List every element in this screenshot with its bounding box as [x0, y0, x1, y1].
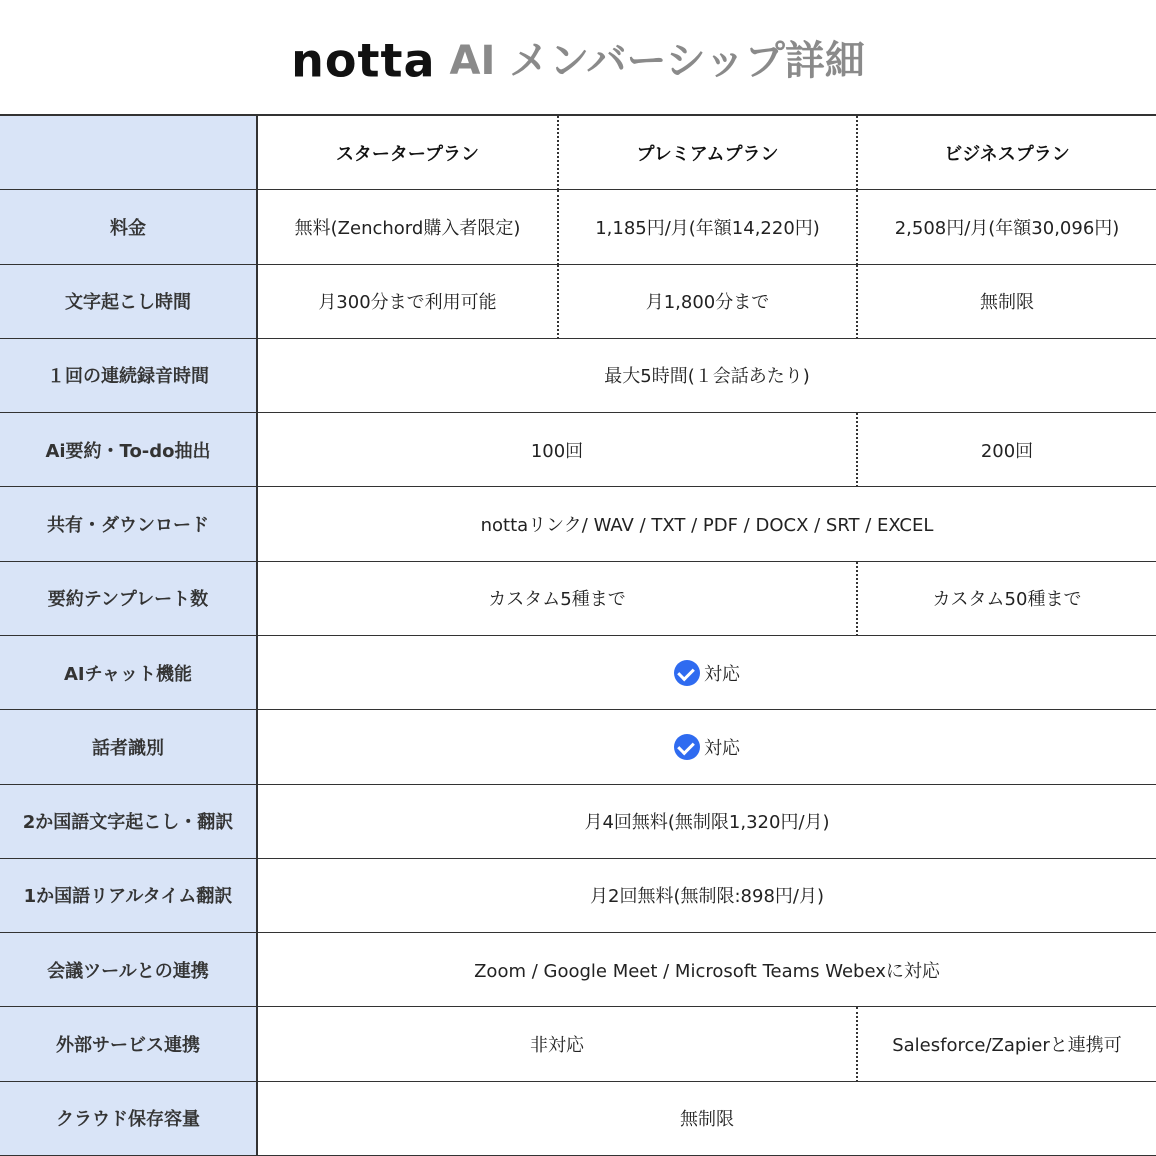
cell-text: 非対応 — [530, 1035, 584, 1057]
table-cell — [856, 1007, 1156, 1081]
table-cell — [258, 636, 1156, 710]
table-cell — [258, 933, 1156, 1007]
table-cell — [258, 413, 856, 487]
row-label-text: 料金 — [110, 217, 146, 239]
table-cell — [856, 265, 1156, 339]
row-label-text: AIチャット機能 — [63, 663, 193, 685]
cell-text: 無制限 — [680, 1109, 734, 1131]
cell-text: 対応 — [704, 737, 740, 759]
row-label-text: 話者識別 — [92, 737, 164, 759]
cell-text: 200回 — [980, 440, 1034, 462]
table-cell — [856, 413, 1156, 487]
cell-text: 対応 — [704, 663, 740, 685]
row-label-text: 2か国語文字起こし・翻訳 — [22, 812, 234, 834]
row-label-text: 外部サービス連携 — [56, 1035, 200, 1057]
cell-text: Zoom / Google Meet / Microsoft Teams Webexに対応 — [474, 960, 940, 982]
plan-header-text: プレミアムプラン — [636, 143, 779, 165]
row-label — [0, 487, 258, 561]
row-label — [0, 859, 258, 933]
table-cell — [258, 1007, 856, 1081]
table-cell — [258, 265, 557, 339]
row-label — [0, 710, 258, 784]
table-cell — [557, 265, 856, 339]
row-label-text: 会議ツールとの連携 — [47, 960, 209, 982]
check-circle-icon — [674, 660, 700, 686]
row-label-text: 1か国語リアルタイム翻訳 — [23, 886, 233, 908]
row-label — [0, 1082, 258, 1156]
row-label — [0, 190, 258, 264]
plan-comparison-table — [0, 114, 1156, 1156]
cell-text: 無料(Zenchord購入者限定) — [294, 217, 521, 239]
cell-text: nottaリンク/ WAV / TXT / PDF / DOCX / SRT / EXCEL — [480, 515, 934, 537]
check-circle-icon — [674, 734, 700, 760]
table-cell — [258, 562, 856, 636]
table-cell — [258, 859, 1156, 933]
plan-header — [557, 116, 856, 190]
cell-text: 月4回無料(無制限1,320円/月) — [584, 812, 830, 834]
cell-text: 100回 — [530, 440, 584, 462]
row-label-text: 共有・ダウンロード — [47, 515, 209, 537]
row-label — [0, 1007, 258, 1081]
plan-header — [856, 116, 1156, 190]
table-cell — [258, 339, 1156, 413]
row-label — [0, 413, 258, 487]
row-label-text: 文字起こし時間 — [65, 292, 191, 314]
row-label — [0, 636, 258, 710]
row-label — [0, 339, 258, 413]
plan-header-text: ビジネスプラン — [944, 143, 1070, 165]
plan-header — [258, 116, 557, 190]
cell-text: 月300分まで利用可能 — [318, 292, 497, 314]
table-cell — [856, 190, 1156, 264]
cell-text: 最大5時間(１会話あたり) — [604, 366, 810, 388]
row-label-text: 要約テンプレート数 — [47, 589, 209, 611]
plan-header-text: スタータープラン — [335, 143, 480, 165]
row-label-text: １回の連続録音時間 — [47, 366, 209, 388]
title-text: AI メンバーシップ詳細 — [449, 37, 865, 84]
table-cell — [258, 190, 557, 264]
notta-logo: notta — [291, 33, 436, 88]
row-label — [0, 265, 258, 339]
table-cell — [557, 190, 856, 264]
table-cell — [258, 487, 1156, 561]
row-label-text: クラウド保存容量 — [56, 1109, 200, 1131]
cell-text: 無制限 — [980, 292, 1034, 314]
table-cell — [258, 710, 1156, 784]
cell-text: 月2回無料(無制限:898円/月) — [590, 886, 824, 908]
cell-text: カスタム50種まで — [932, 589, 1082, 611]
row-label — [0, 785, 258, 859]
table-cell — [258, 1082, 1156, 1156]
cell-text: カスタム5種まで — [488, 589, 626, 611]
row-label-text: Ai要約・To-do抽出 — [45, 440, 211, 462]
cell-text: 1,185円/月(年額14,220円) — [595, 217, 820, 239]
cell-text: 2,508円/月(年額30,096円) — [894, 217, 1120, 239]
cell-text: Salesforce/Zapierと連携可 — [892, 1035, 1122, 1057]
table-cell — [258, 785, 1156, 859]
table-cell — [856, 562, 1156, 636]
page-title — [0, 30, 1156, 90]
row-label — [0, 933, 258, 1007]
corner-cell — [0, 116, 258, 190]
cell-text: 月1,800分まで — [645, 292, 770, 314]
row-label — [0, 562, 258, 636]
